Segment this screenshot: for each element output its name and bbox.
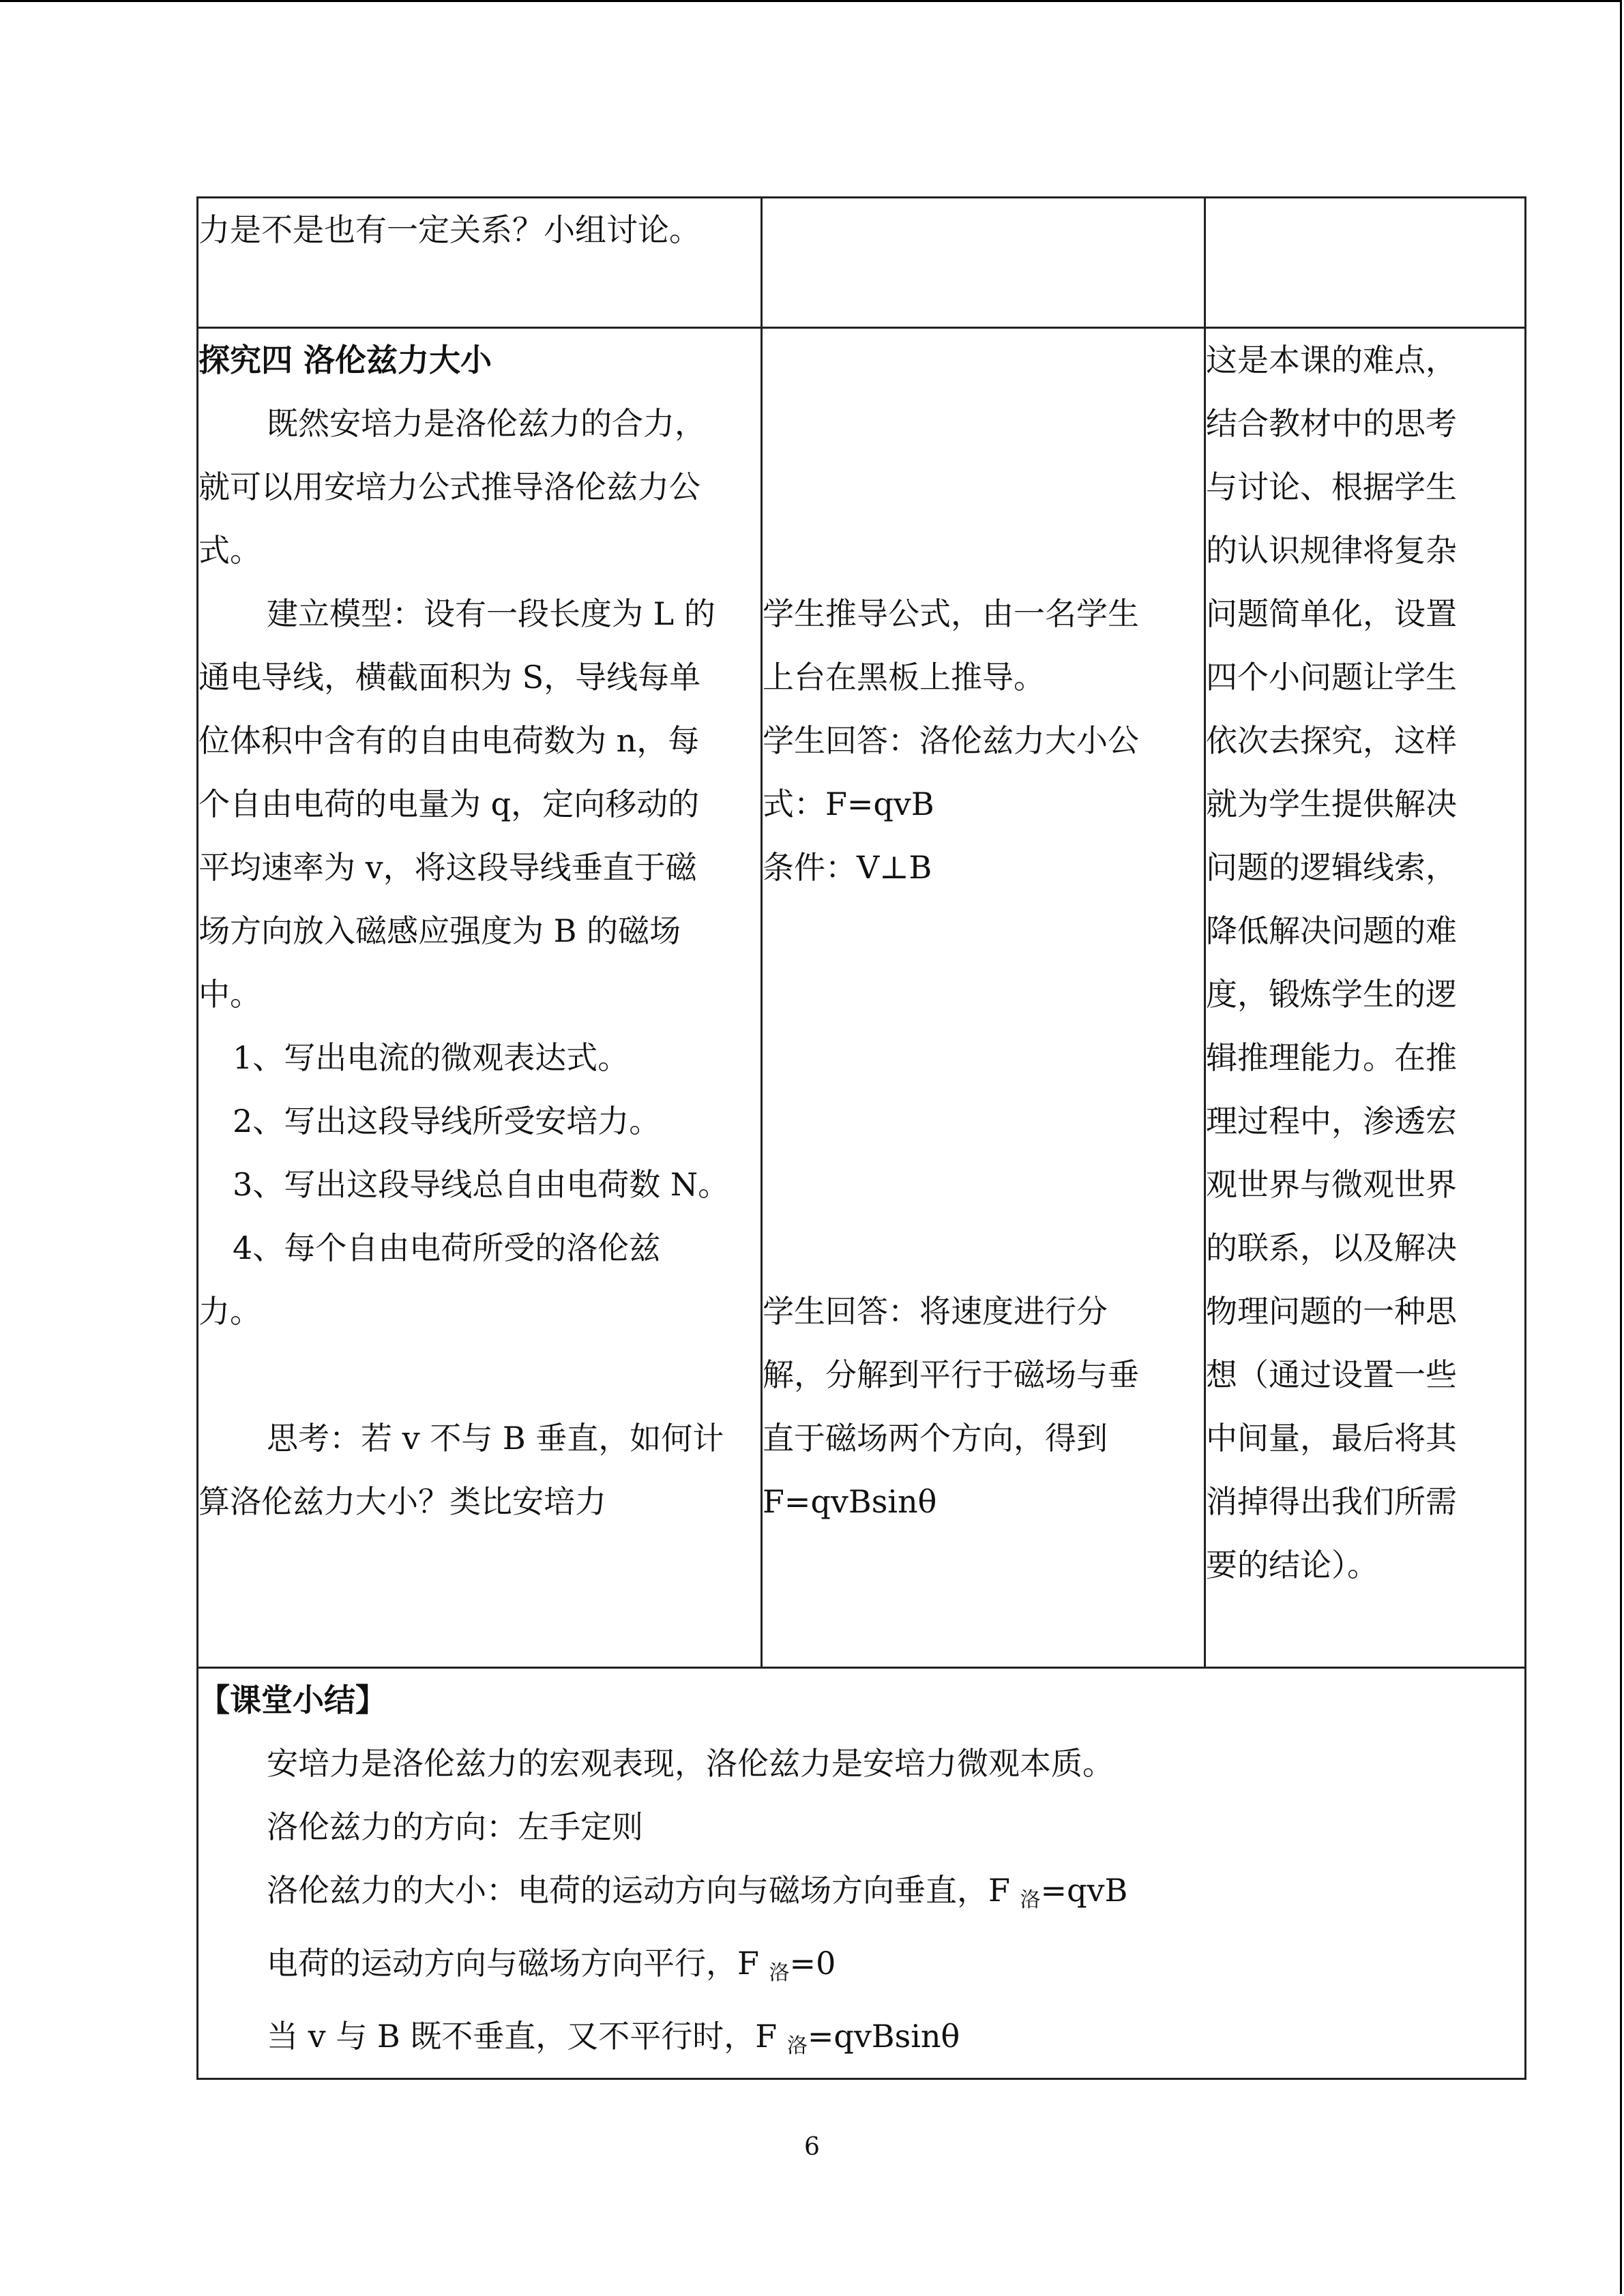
blank-line — [763, 392, 1204, 456]
blank-line — [198, 1343, 761, 1407]
text-line: 理过程中，渗透宏 — [1206, 1103, 1457, 1139]
summary-cell — [198, 1668, 1526, 2079]
text-line: 式：F=qvB — [763, 786, 934, 822]
text-line: 这是本课的难点， — [1206, 342, 1457, 378]
text-line: 思考：若 v 不与 B 垂直，如何计 — [267, 1420, 724, 1457]
inquiry-content-cell — [198, 328, 762, 1668]
question-item: 2、写出这段导线所受安培力。 — [233, 1103, 661, 1139]
text-line: 问题的逻辑线索， — [1206, 849, 1457, 886]
blank-line — [763, 456, 1204, 519]
blank-line — [763, 899, 1204, 963]
summary-line: 安培力是洛伦兹力的宏观表现，洛伦兹力是安培力微观本质。 — [267, 1745, 1114, 1782]
blank-line — [763, 963, 1204, 1026]
text-line: 既然安培力是洛伦兹力的合力， — [267, 405, 706, 442]
text-line: 平均速率为 v，将这段导线垂直于磁 — [198, 849, 697, 886]
question-item: 1、写出电流的微观表达式。 — [233, 1039, 630, 1076]
text-line: 中间量，最后将其 — [1206, 1420, 1457, 1457]
text-line: 想（通过设置一些 — [1206, 1356, 1457, 1393]
text-line: 结合教材中的思考 — [1206, 405, 1457, 442]
question-item: 4、每个自由电荷所受的洛伦兹 — [233, 1229, 661, 1266]
blank-line — [763, 1217, 1204, 1280]
text-line: 观世界与微观世界 — [1206, 1166, 1457, 1203]
text-line: 度，锻炼学生的逻 — [1206, 976, 1457, 1013]
text-line: F=qvBsinθ — [763, 1483, 937, 1520]
text-line: 场方向放入磁感应强度为 B 的磁场 — [198, 912, 681, 949]
blank-line — [763, 329, 1204, 392]
text-line: 与讨论、根据学生 — [1206, 468, 1457, 505]
text-line: 条件：V⊥B — [763, 849, 932, 886]
summary-formula-line — [198, 1859, 1524, 1932]
summary-heading: 【课堂小结】 — [198, 1682, 387, 1718]
question-item: 3、写出这段导线总自由电荷数 N。 — [233, 1166, 730, 1203]
formula-text: 洛伦兹力的大小：电荷的运动方向与磁场方向垂直，F — [267, 1872, 1020, 1909]
text-line: 上台在黑板上推导。 — [763, 659, 1045, 696]
summary-line: 洛伦兹力的方向：左手定则 — [267, 1808, 643, 1845]
text-line: 辑推理能力。在推 — [1206, 1039, 1457, 1076]
formula-text: 当 v 与 B 既不垂直，又不平行时，F — [267, 2018, 787, 2055]
text-line: 式。 — [198, 532, 261, 569]
table-row — [198, 1668, 1526, 2079]
page-number: 6 — [804, 2133, 820, 2161]
text-line: 降低解决问题的难 — [1206, 912, 1457, 949]
text-line: 学生回答：将速度进行分 — [763, 1293, 1108, 1330]
formula-text: =qvB — [1040, 1872, 1128, 1909]
blank-line — [763, 519, 1204, 582]
formula-subscript: 洛 — [786, 2034, 808, 2058]
formula-subscript: 洛 — [1020, 1888, 1041, 1912]
text-line: 的联系，以及解决 — [1206, 1229, 1457, 1266]
text-line: 解，分解到平行于磁场与垂 — [763, 1356, 1139, 1393]
text-line: 要的结论）。 — [1206, 1547, 1378, 1583]
text-line: 消掉得出我们所需 — [1206, 1483, 1457, 1520]
table-row — [198, 328, 1526, 1668]
section-heading: 探究四 洛伦兹力大小 — [198, 342, 492, 378]
row1-col1 — [198, 198, 762, 328]
text-line: 个自由电荷的电量为 q，定向移动的 — [198, 786, 700, 822]
lesson-table — [196, 196, 1526, 2080]
text-line: 通电导线，横截面积为 S，导线每单 — [198, 659, 701, 696]
text-line: 的认识规律将复杂 — [1206, 532, 1457, 569]
text-line: 学生回答：洛伦兹力大小公 — [763, 722, 1139, 759]
text-line: 问题简单化，设置 — [1206, 595, 1457, 632]
text-line: 中。 — [198, 976, 261, 1013]
text-line: 位体积中含有的自由电荷数为 n，每 — [198, 722, 700, 759]
blank-line — [763, 1090, 1204, 1153]
blank-line — [763, 1026, 1204, 1090]
student-activity-cell — [762, 328, 1205, 1668]
formula-text: =0 — [789, 1945, 836, 1982]
row1-col3 — [1205, 198, 1526, 328]
formula-text: =qvBsinθ — [807, 2018, 960, 2055]
text-line: 力是不是也有一定关系？小组讨论。 — [198, 211, 700, 248]
row1-col2 — [762, 198, 1205, 328]
text-line: 四个小问题让学生 — [1206, 659, 1457, 696]
text-line: 算洛伦兹力大小？类比安培力 — [198, 1483, 606, 1520]
text-line: 依次去探究，这样 — [1206, 722, 1457, 759]
text-line: 物理问题的一种思 — [1206, 1293, 1457, 1330]
table-row — [198, 198, 1526, 328]
text-line: 学生推导公式，由一名学生 — [763, 595, 1139, 632]
formula-text: 电荷的运动方向与磁场方向平行，F — [267, 1945, 769, 1982]
text-line: 就为学生提供解决 — [1206, 786, 1457, 822]
formula-subscript: 洛 — [769, 1961, 790, 1985]
summary-formula-line — [198, 1932, 1524, 2005]
text-line: 直于磁场两个方向，得到 — [763, 1420, 1108, 1457]
text-line: 建立模型：设有一段长度为 L 的 — [267, 595, 715, 632]
blank-line — [763, 1153, 1204, 1217]
design-intent-cell — [1205, 328, 1526, 1668]
summary-formula-line — [198, 2005, 1524, 2078]
text-line: 就可以用安培力公式推导洛伦兹力公 — [198, 468, 700, 505]
text-line: 力。 — [198, 1293, 261, 1330]
